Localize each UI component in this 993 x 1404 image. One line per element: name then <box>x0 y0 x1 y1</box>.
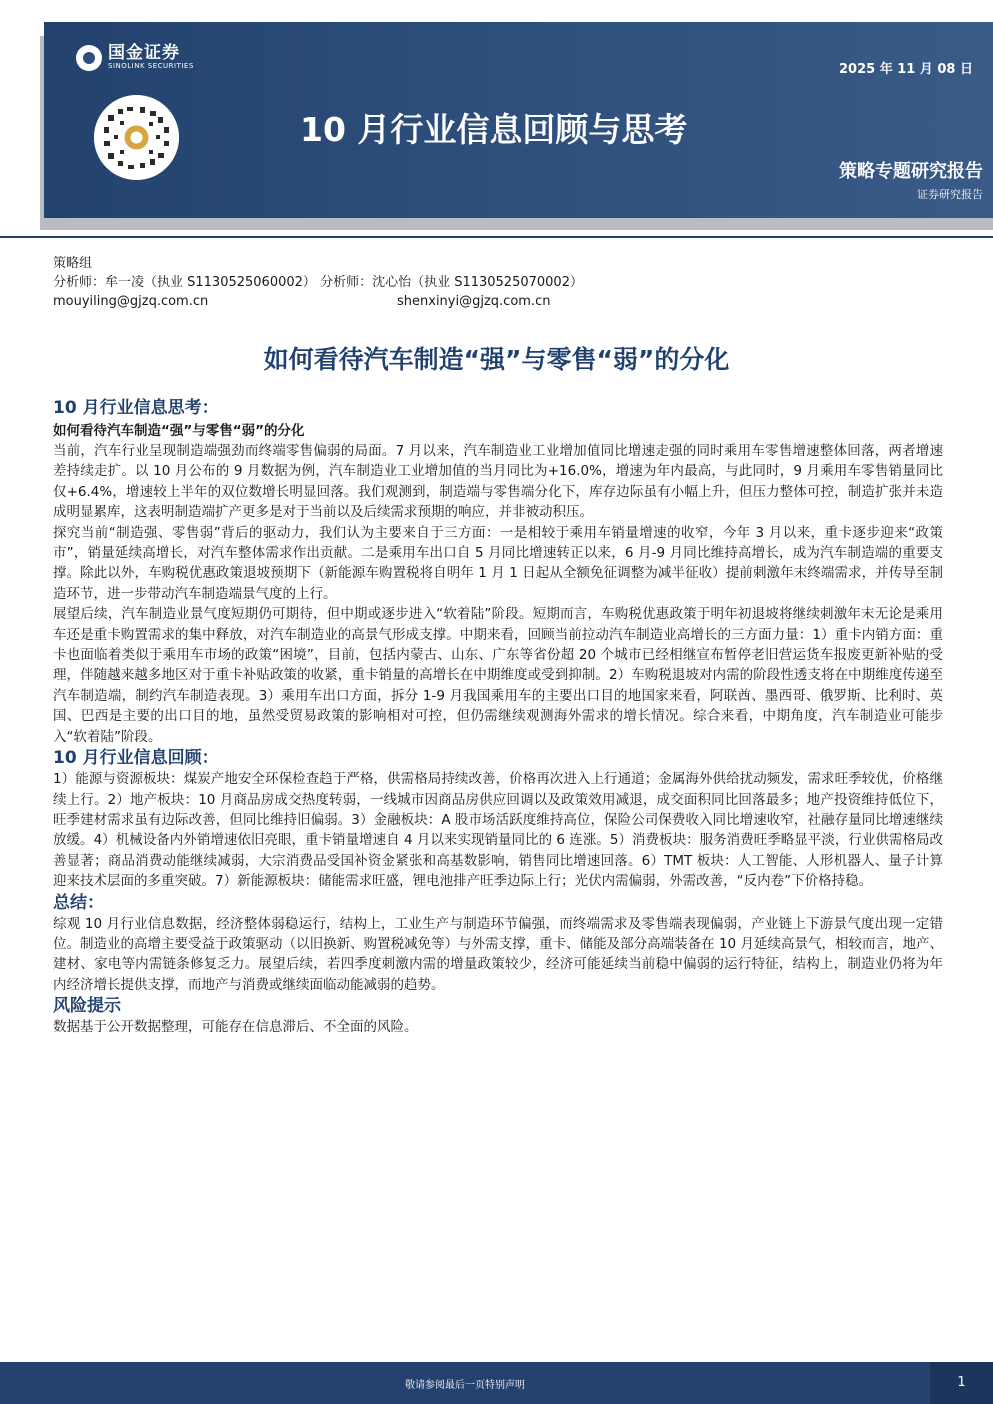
paragraph: 当前，汽车行业呈现制造端强劲而终端零售偏弱的局面。7 月以来，汽车制造业工业增加值同比增速走强的同时乘用车零售增速整体回落，两者增速差持续走扩。以 10 月公布的 9 月数据为例，汽车制造业工业增加值的当月同比为+16.0%，增速为年内最高，与此同时，9 月乘用车零售销量同比仅+6.4%，增速较上半年的双位数增长明显回落。我们观测到，制造端与零售端分化下，库存边际虽有小幅上升，但压力整体可控，制造扩张并未造成明显累库，这表明制造端扩产更多是对于当前以及后续需求预期的响应，并非被动积压。 <box>53 443 943 521</box>
header-divider <box>0 236 993 238</box>
email-2[interactable]: shenxinyi@gjzq.com.cn <box>397 294 551 309</box>
qr-code-icon <box>94 95 179 180</box>
page-footer <box>0 1362 993 1404</box>
section-heading-summary: 总结： <box>53 892 104 913</box>
paragraph: 数据基于公开数据整理，可能存在信息滞后、不全面的风险。 <box>53 1019 418 1036</box>
logo-mark-icon <box>76 45 102 71</box>
analyst-2: 分析师：沈心怡（执业 S1130525070002） <box>320 275 583 290</box>
team-name: 策略组 <box>53 256 93 271</box>
email-1[interactable]: mouyiling@gjzq.com.cn <box>53 294 209 309</box>
footer-disclaimer: 敬请参阅最后一页特别声明 <box>405 1380 525 1391</box>
report-title: 10 月行业信息回顾与思考 <box>300 110 688 149</box>
section-heading-thinking: 10 月行业信息思考： <box>53 398 219 418</box>
email-row <box>53 292 583 311</box>
report-subtype: 证券研究报告 <box>917 188 983 201</box>
logo-en: SINOLINK SECURITIES <box>108 62 194 70</box>
section-heading-review: 10 月行业信息回顾： <box>53 748 219 769</box>
paragraph: 探究当前“制造强、零售弱”背后的驱动力，我们认为主要来自于三方面：一是相较于乘用车销量增速的收窄，今年 3 月以来，重卡逐步迎来“政策市”，销量延续高增长，对汽车整体需求作出贡献。二是乘用车出口自 5 月同比增速转正以来，6 月-9 月同比维持高增长，成为汽车制造端的重要支撑。除此以外，车购税优惠政策退坡预期下（新能源车购置税将自明年 1 月 1 日起从全额免征调整为减半征收）提前刺激年末终端需求，并传导至制造环节，进一步带动汽车制造端景气度的上行。 <box>53 524 943 602</box>
paragraph: 展望后续，汽车制造业景气度短期仍可期待，但中期或逐步进入“软着陆”阶段。短期而言，车购税优惠政策于明年初退坡将继续刺激年末无论是乘用车还是重卡购置需求的集中释放，对汽车制造业的高景气形成支撑。中期来看，回顾当前拉动汽车制造业高增长的三方面力量：1）重卡内销方面：重卡也面临着类似于乘用车市场的政策“困境”，目前，包括内蒙古、山东、广东等省份超 20 个城市已经相继宣布暂停老旧营运货车报废更新补贴的受理，伴随越来越多地区对于重卡补贴政策的收紧，重卡销量的高增长在中期维度或受到抑制。2）车购税退坡对内需的阶段性透支将在中期维度传递至汽车制造端，制约汽车制造表现。3）乘用车出口方面，拆分 1-9 月我国乘用车的主要出口目的地国家来看，阿联酋、墨西哥、俄罗斯、比利时、英国、巴西是主要的出口目的地，虽然受贸易政策的影响相对可控，但仍需继续观测海外需求的增长情况。综合来看，中期角度，汽车制造业可能步入“软着陆”阶段。 <box>53 606 943 745</box>
section-subheading: 如何看待汽车制造“强”与零售“弱”的分化 <box>53 423 305 439</box>
report-date: 2025 年 11 月 08 日 <box>839 62 973 77</box>
headline: 如何看待汽车制造“强”与零售“弱”的分化 <box>263 345 730 374</box>
section-heading-risk: 风险提示 <box>53 996 121 1017</box>
report-body <box>53 397 943 1038</box>
report-type: 策略专题研究报告 <box>839 161 983 182</box>
logo-cn: 国金证券 <box>108 43 180 63</box>
paragraph: 1）能源与资源板块：煤炭产地安全环保检查趋于严格，供需格局持续改善，价格再次进入上行通道；金属海外供给扰动频发，需求旺季较优，价格继续上行。2）地产板块：10 月商品房成交热度转弱，一线城市因商品房供应回调以及政策效用减退，成交面积同比回落最多；地产投资维持低位下，旺季建材需求虽有边际改善，但同比维持旧偏弱。3）金融板块：A 股市场活跃度维持高位，保险公司保费收入同比增速收窄，社融存量同比增速继续放缓。4）机械设备内外销增速依旧亮眼，重卡销量增速自 4 月以来实现销量同比的 6 连涨。5）消费板块：服务消费旺季略显平淡，行业供需格局改善显著；商品消费动能继续减弱，大宗消费品受国补资金紧张和高基数影响，销售同比增速回落。6）TMT 板块：人工智能、人形机器人、量子计算迎来技术层面的多重突破。7）新能源板块：储能需求旺盛，锂电池排产旺季边际上行；光伏内需偏弱，外需改善，“反内卷”下价格持稳。 <box>53 771 943 890</box>
company-logo <box>76 44 194 71</box>
page-number: 1 <box>930 1362 993 1404</box>
analyst-1: 分析师：牟一凌（执业 S1130525060002） <box>53 275 316 290</box>
analyst-row <box>53 273 583 292</box>
author-block <box>53 254 583 311</box>
paragraph: 综观 10 月行业信息数据，经济整体弱稳运行，结构上，工业生产与制造环节偏强，而终端需求及零售端表现偏弱，产业链上下游景气度出现一定错位。制造业的高增主要受益于政策驱动（以旧换新、购置税减免等）与外需支撑，重卡、储能及部分高端装备在 10 月延续高景气，相较而言，地产、建材、家电等内需链条修复乏力。展望后续，若四季度刺激内需的增量政策较少，经济可能延续当前稳中偏弱的运行特征，结构上，制造业仍将为年内经济增长提供支撑，而地产与消费或继续面临动能减弱的趋势。 <box>53 915 943 993</box>
